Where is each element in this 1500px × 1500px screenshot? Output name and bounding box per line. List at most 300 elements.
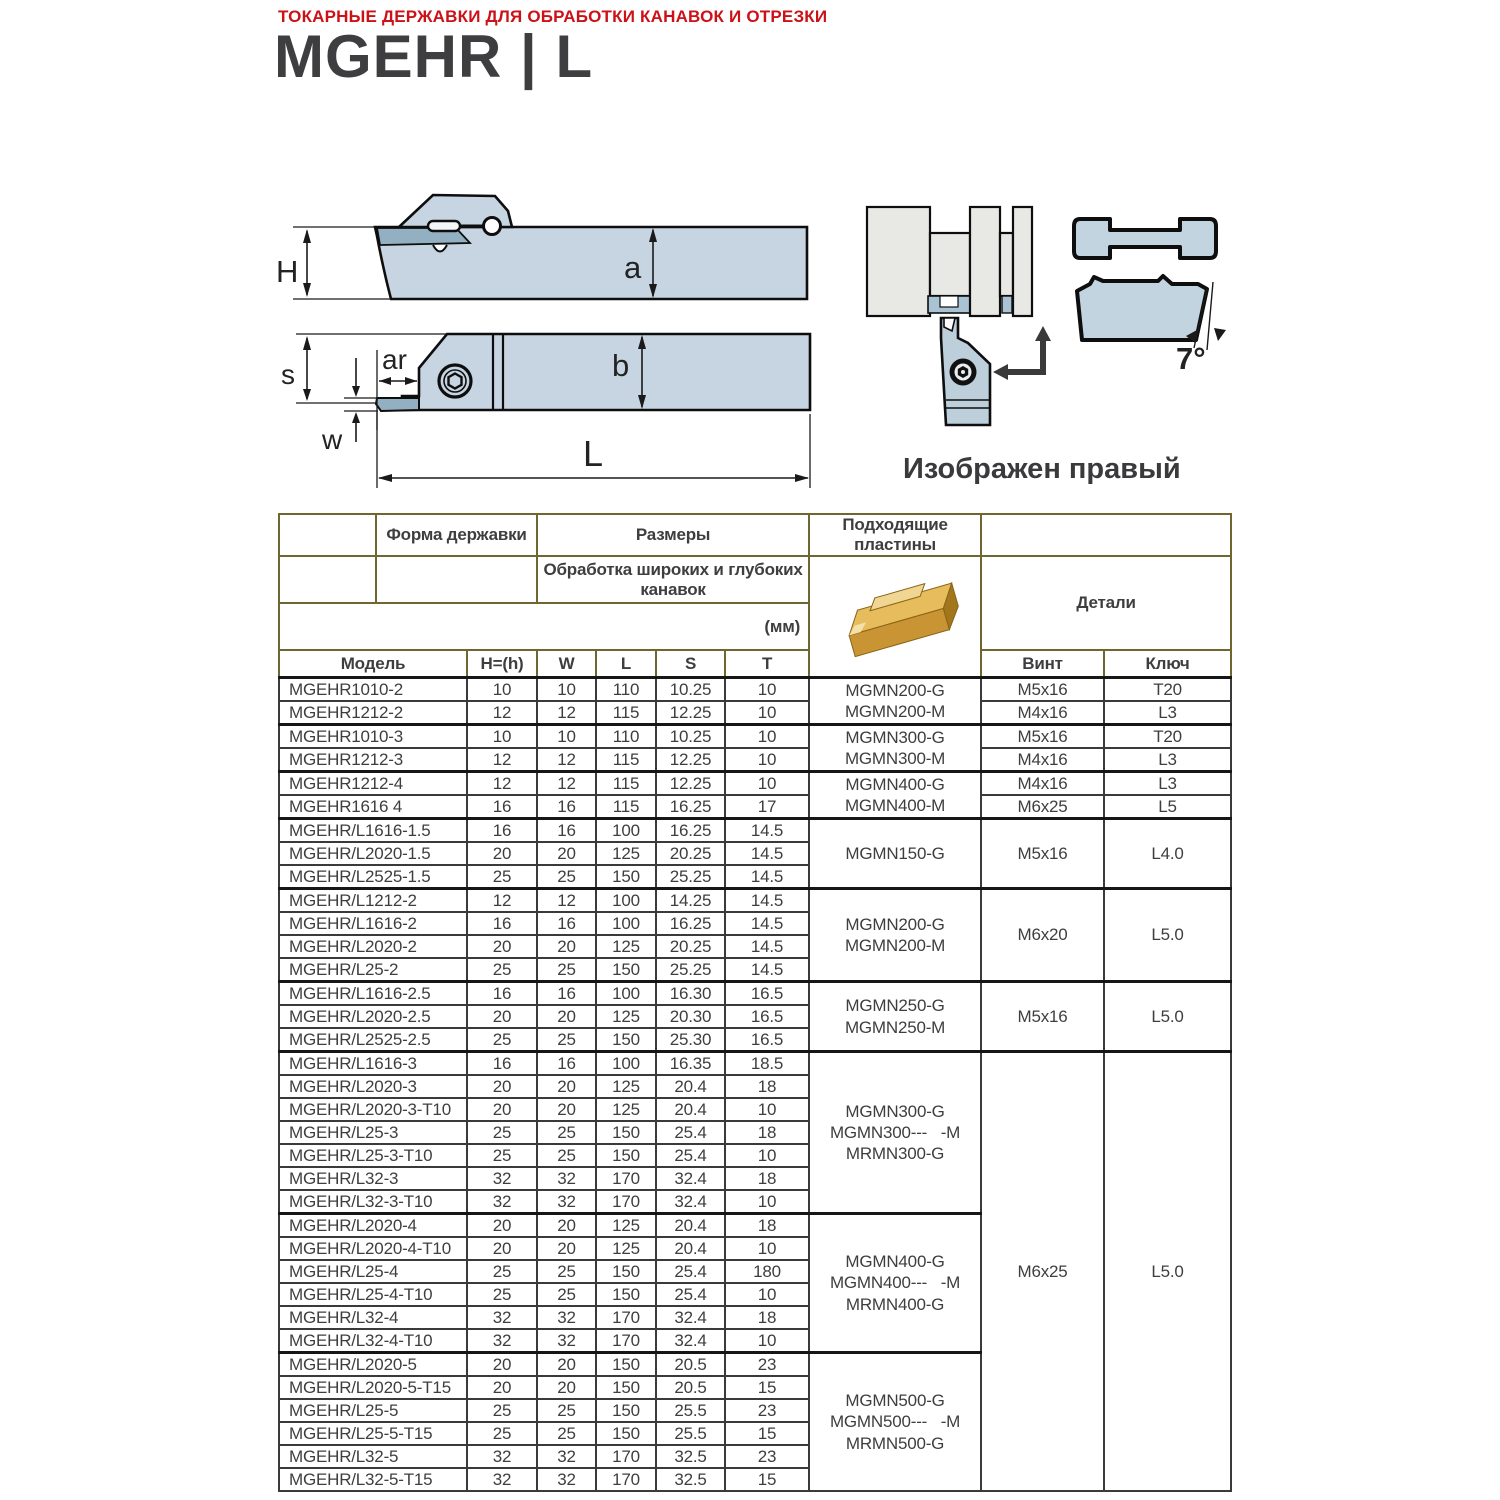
header-shape: Форма державки bbox=[376, 514, 537, 556]
model-cell: MGEHR/L25-5-T15 bbox=[279, 1422, 467, 1445]
t-cell: 10 bbox=[725, 725, 809, 749]
table-row bbox=[279, 701, 1231, 725]
t-cell: 10 bbox=[725, 1098, 809, 1121]
model-cell: MGEHR/L32-5-T15 bbox=[279, 1468, 467, 1491]
l-cell: 170 bbox=[596, 1306, 656, 1329]
model-cell: MGEHR/L1616-1.5 bbox=[279, 819, 467, 843]
header-s: S bbox=[656, 650, 725, 678]
header-details: Детали bbox=[981, 556, 1231, 650]
s-cell: 20.25 bbox=[656, 935, 725, 958]
header-kluch: Ключ bbox=[1104, 650, 1231, 678]
header-sizes-sub: Обработка широких и глубоких канавок bbox=[537, 556, 809, 603]
h-cell: 12 bbox=[467, 772, 537, 796]
t-cell: 14.5 bbox=[725, 865, 809, 889]
header-vint: Винт bbox=[981, 650, 1104, 678]
h-cell: 16 bbox=[467, 795, 537, 819]
label-ar: ar bbox=[382, 344, 407, 375]
h-cell: 32 bbox=[467, 1167, 537, 1190]
grooving-tool bbox=[941, 318, 990, 425]
vint-cell: M4x16 bbox=[981, 772, 1104, 796]
s-cell: 16.30 bbox=[656, 982, 725, 1006]
table-row bbox=[279, 982, 1231, 1006]
t-cell: 23 bbox=[725, 1445, 809, 1468]
s-cell: 10.25 bbox=[656, 678, 725, 702]
h-cell: 16 bbox=[467, 912, 537, 935]
w-cell: 16 bbox=[537, 982, 596, 1006]
vint-cell: M6x20 bbox=[981, 889, 1104, 982]
w-cell: 32 bbox=[537, 1190, 596, 1214]
insert-tip bbox=[376, 398, 419, 411]
model-cell: MGEHR/L2020-3 bbox=[279, 1075, 467, 1098]
model-cell: MGEHR1212-2 bbox=[279, 701, 467, 725]
table-row bbox=[279, 795, 1231, 819]
kluch-cell: L3 bbox=[1104, 772, 1231, 796]
model-cell: MGEHR/L2020-2 bbox=[279, 935, 467, 958]
label-s: s bbox=[281, 359, 295, 390]
l-cell: 125 bbox=[596, 842, 656, 865]
insert-side-view bbox=[1077, 276, 1226, 376]
w-cell: 10 bbox=[537, 725, 596, 749]
insert-name: MGMN200-M bbox=[844, 936, 946, 955]
l-cell: 125 bbox=[596, 1214, 656, 1238]
s-cell: 32.4 bbox=[656, 1306, 725, 1329]
w-cell: 10 bbox=[537, 678, 596, 702]
s-cell: 32.5 bbox=[656, 1468, 725, 1491]
s-cell: 25.4 bbox=[656, 1260, 725, 1283]
l-cell: 150 bbox=[596, 1121, 656, 1144]
l-cell: 125 bbox=[596, 1098, 656, 1121]
h-cell: 16 bbox=[467, 982, 537, 1006]
w-cell: 32 bbox=[537, 1445, 596, 1468]
s-cell: 32.4 bbox=[656, 1329, 725, 1353]
technical-drawings bbox=[0, 160, 1260, 505]
h-cell: 20 bbox=[467, 935, 537, 958]
w-cell: 20 bbox=[537, 1214, 596, 1238]
h-cell: 25 bbox=[467, 1028, 537, 1052]
caption-right: Изображен правый bbox=[903, 453, 1181, 485]
h-cell: 20 bbox=[467, 1237, 537, 1260]
insert-name: MRMN300-G bbox=[845, 1144, 945, 1164]
w-cell: 12 bbox=[537, 772, 596, 796]
insert-name: MGMN400--- -M bbox=[829, 1273, 961, 1293]
w-cell: 32 bbox=[537, 1306, 596, 1329]
l-cell: 100 bbox=[596, 982, 656, 1006]
t-cell: 18 bbox=[725, 1306, 809, 1329]
model-cell: MGEHR/L32-4-T10 bbox=[279, 1329, 467, 1353]
page-title: MGEHR | L bbox=[274, 23, 594, 90]
workpiece bbox=[867, 207, 1032, 316]
model-cell: MGEHR/L25-5 bbox=[279, 1399, 467, 1422]
insert-name: MGMN300-G bbox=[845, 1101, 945, 1121]
vint-cell-shared: M6x25 bbox=[981, 1052, 1104, 1492]
l-cell: 150 bbox=[596, 1283, 656, 1306]
t-cell: 15 bbox=[725, 1422, 809, 1445]
t-cell: 14.5 bbox=[725, 935, 809, 958]
spec-table-body bbox=[279, 678, 1231, 1492]
model-cell: MGEHR1212-4 bbox=[279, 772, 467, 796]
w-cell: 20 bbox=[537, 1353, 596, 1377]
l-cell: 150 bbox=[596, 865, 656, 889]
t-cell: 180 bbox=[725, 1260, 809, 1283]
table-row bbox=[279, 748, 1231, 772]
insert-group-cell bbox=[809, 725, 981, 772]
t-cell: 10 bbox=[725, 1144, 809, 1167]
h-cell: 10 bbox=[467, 725, 537, 749]
l-cell: 110 bbox=[596, 678, 656, 702]
s-cell: 25.25 bbox=[656, 958, 725, 982]
w-cell: 12 bbox=[537, 748, 596, 772]
model-cell: MGEHR/L2020-5 bbox=[279, 1353, 467, 1377]
header-model: Модель bbox=[279, 650, 467, 678]
model-cell: MGEHR/L2020-1.5 bbox=[279, 842, 467, 865]
kluch-cell: L4.0 bbox=[1104, 819, 1231, 889]
h-cell: 25 bbox=[467, 1399, 537, 1422]
w-cell: 25 bbox=[537, 1399, 596, 1422]
s-cell: 20.4 bbox=[656, 1237, 725, 1260]
insert-photo-cell bbox=[809, 556, 981, 678]
w-cell: 20 bbox=[537, 1098, 596, 1121]
h-cell: 12 bbox=[467, 889, 537, 913]
w-cell: 25 bbox=[537, 1283, 596, 1306]
model-cell: MGEHR/L2020-5-T15 bbox=[279, 1376, 467, 1399]
model-cell: MGEHR/L25-2 bbox=[279, 958, 467, 982]
w-cell: 20 bbox=[537, 1005, 596, 1028]
table-row bbox=[279, 889, 1231, 913]
model-cell: MGEHR/L2020-4 bbox=[279, 1214, 467, 1238]
t-cell: 15 bbox=[725, 1468, 809, 1491]
dimension-w bbox=[321, 358, 378, 455]
t-cell: 14.5 bbox=[725, 889, 809, 913]
kluch-cell-shared: L5.0 bbox=[1104, 1052, 1231, 1492]
s-cell: 12.25 bbox=[656, 748, 725, 772]
pivot-hole bbox=[484, 218, 501, 235]
l-cell: 170 bbox=[596, 1190, 656, 1214]
w-cell: 12 bbox=[537, 701, 596, 725]
h-cell: 32 bbox=[467, 1329, 537, 1353]
t-cell: 18.5 bbox=[725, 1052, 809, 1076]
w-cell: 25 bbox=[537, 865, 596, 889]
insert-name: MGMN500--- -M bbox=[829, 1412, 961, 1432]
t-cell: 16.5 bbox=[725, 982, 809, 1006]
kluch-cell: T20 bbox=[1104, 725, 1231, 749]
h-cell: 20 bbox=[467, 1214, 537, 1238]
w-cell: 20 bbox=[537, 1376, 596, 1399]
s-cell: 25.25 bbox=[656, 865, 725, 889]
model-cell: MGEHR1212-3 bbox=[279, 748, 467, 772]
l-cell: 170 bbox=[596, 1167, 656, 1190]
t-cell: 10 bbox=[725, 1190, 809, 1214]
t-cell: 10 bbox=[725, 1237, 809, 1260]
h-cell: 25 bbox=[467, 865, 537, 889]
t-cell: 16.5 bbox=[725, 1028, 809, 1052]
h-cell: 32 bbox=[467, 1468, 537, 1491]
h-cell: 12 bbox=[467, 748, 537, 772]
insert-group-cell bbox=[809, 772, 981, 819]
s-cell: 32.4 bbox=[656, 1167, 725, 1190]
t-cell: 15 bbox=[725, 1376, 809, 1399]
label-b: b bbox=[612, 348, 630, 383]
w-cell: 16 bbox=[537, 1052, 596, 1076]
vint-cell: M4x16 bbox=[981, 748, 1104, 772]
insert-name: MGMN150-G bbox=[845, 843, 945, 863]
header-h: H=(h) bbox=[467, 650, 537, 678]
s-cell: 20.4 bbox=[656, 1075, 725, 1098]
s-cell: 20.4 bbox=[656, 1214, 725, 1238]
insert-name: MGMN250-G bbox=[845, 996, 945, 1016]
dimension-ar bbox=[377, 344, 417, 430]
model-cell: MGEHR/L25-4 bbox=[279, 1260, 467, 1283]
insert-group-cell bbox=[809, 1214, 981, 1353]
l-cell: 100 bbox=[596, 1052, 656, 1076]
model-cell: MGEHR/L1616-2 bbox=[279, 912, 467, 935]
l-cell: 110 bbox=[596, 725, 656, 749]
model-cell: MGEHR/L2020-3-T10 bbox=[279, 1098, 467, 1121]
l-cell: 100 bbox=[596, 912, 656, 935]
t-cell: 18 bbox=[725, 1075, 809, 1098]
s-cell: 10.25 bbox=[656, 725, 725, 749]
h-cell: 20 bbox=[467, 1005, 537, 1028]
kluch-cell: L5 bbox=[1104, 795, 1231, 819]
holder-body-plan bbox=[402, 334, 810, 410]
kluch-cell: L5.0 bbox=[1104, 889, 1231, 982]
t-cell: 10 bbox=[725, 1329, 809, 1353]
l-cell: 150 bbox=[596, 958, 656, 982]
w-cell: 16 bbox=[537, 819, 596, 843]
s-cell: 20.5 bbox=[656, 1353, 725, 1377]
header-l: L bbox=[596, 650, 656, 678]
t-cell: 16.5 bbox=[725, 1005, 809, 1028]
insert-name: MGMN500-G bbox=[845, 1391, 945, 1411]
w-cell: 16 bbox=[537, 795, 596, 819]
model-cell: MGEHR/L2020-4-T10 bbox=[279, 1237, 467, 1260]
table-row bbox=[279, 678, 1231, 702]
s-cell: 20.30 bbox=[656, 1005, 725, 1028]
t-cell: 18 bbox=[725, 1121, 809, 1144]
t-cell: 14.5 bbox=[725, 819, 809, 843]
holder-plan-view bbox=[281, 334, 810, 488]
s-cell: 25.5 bbox=[656, 1422, 725, 1445]
header-inserts: Подходящие пластины bbox=[809, 514, 981, 556]
s-cell: 25.5 bbox=[656, 1399, 725, 1422]
model-cell: MGEHR/L32-3 bbox=[279, 1167, 467, 1190]
h-cell: 20 bbox=[467, 1353, 537, 1377]
insert-name: MGMN250-M bbox=[844, 1017, 946, 1037]
w-cell: 32 bbox=[537, 1329, 596, 1353]
h-cell: 25 bbox=[467, 1283, 537, 1306]
t-cell: 23 bbox=[725, 1399, 809, 1422]
t-cell: 10 bbox=[725, 1283, 809, 1306]
clamp-slot bbox=[428, 221, 460, 231]
w-cell: 12 bbox=[537, 889, 596, 913]
h-cell: 25 bbox=[467, 1422, 537, 1445]
w-cell: 20 bbox=[537, 842, 596, 865]
insert-name: MGMN400-M bbox=[844, 796, 946, 815]
w-cell: 20 bbox=[537, 1075, 596, 1098]
vint-cell: M5x16 bbox=[981, 819, 1104, 889]
model-cell: MGEHR/L2020-2.5 bbox=[279, 1005, 467, 1028]
kluch-cell: L3 bbox=[1104, 701, 1231, 725]
insert-group-cell bbox=[809, 889, 981, 982]
l-cell: 170 bbox=[596, 1468, 656, 1491]
t-cell: 18 bbox=[725, 1167, 809, 1190]
t-cell: 23 bbox=[725, 1353, 809, 1377]
model-cell: MGEHR/L25-3 bbox=[279, 1121, 467, 1144]
label-H: H bbox=[276, 254, 299, 289]
h-cell: 25 bbox=[467, 1144, 537, 1167]
model-cell: MGEHR1010-3 bbox=[279, 725, 467, 749]
insert-name: MGMN300-G bbox=[845, 727, 945, 747]
s-cell: 32.4 bbox=[656, 1190, 725, 1214]
w-cell: 32 bbox=[537, 1167, 596, 1190]
t-cell: 14.5 bbox=[725, 842, 809, 865]
model-cell: MGEHR/L1616-2.5 bbox=[279, 982, 467, 1006]
h-cell: 20 bbox=[467, 1098, 537, 1121]
l-cell: 115 bbox=[596, 772, 656, 796]
l-cell: 125 bbox=[596, 1075, 656, 1098]
l-cell: 100 bbox=[596, 819, 656, 843]
model-cell: MGEHR/L32-4 bbox=[279, 1306, 467, 1329]
s-cell: 25.4 bbox=[656, 1283, 725, 1306]
l-cell: 150 bbox=[596, 1144, 656, 1167]
kluch-cell: L3 bbox=[1104, 748, 1231, 772]
t-cell: 17 bbox=[725, 795, 809, 819]
model-cell: MGEHR/L2525-1.5 bbox=[279, 865, 467, 889]
l-cell: 125 bbox=[596, 1237, 656, 1260]
l-cell: 125 bbox=[596, 935, 656, 958]
label-L: L bbox=[583, 433, 604, 474]
insert-name: MGMN200-M bbox=[844, 702, 946, 721]
insert-name: MRMN500-G bbox=[845, 1433, 945, 1453]
insert-group-cell bbox=[809, 678, 981, 725]
insert-front-view bbox=[1074, 219, 1216, 258]
vint-cell: M5x16 bbox=[981, 678, 1104, 702]
l-cell: 100 bbox=[596, 889, 656, 913]
h-cell: 25 bbox=[467, 958, 537, 982]
l-cell: 150 bbox=[596, 1376, 656, 1399]
h-cell: 16 bbox=[467, 1052, 537, 1076]
w-cell: 25 bbox=[537, 1144, 596, 1167]
t-cell: 10 bbox=[725, 701, 809, 725]
page-kicker: ТОКАРНЫЕ ДЕРЖАВКИ ДЛЯ ОБРАБОТКИ КАНАВОК И ОТРЕЗКИ bbox=[278, 7, 828, 26]
t-cell: 10 bbox=[725, 678, 809, 702]
insert-name: MGMN200-G bbox=[845, 914, 945, 934]
groove-insert-section2 bbox=[1002, 296, 1012, 313]
insert-name: MRMN400-G bbox=[845, 1294, 945, 1314]
s-cell: 20.5 bbox=[656, 1376, 725, 1399]
header-empty1 bbox=[279, 556, 376, 603]
l-cell: 150 bbox=[596, 1353, 656, 1377]
h-cell: 32 bbox=[467, 1306, 537, 1329]
vint-cell: M4x16 bbox=[981, 701, 1104, 725]
header-units: (мм) bbox=[279, 603, 809, 650]
s-cell: 20.4 bbox=[656, 1098, 725, 1121]
label-w: w bbox=[322, 424, 343, 455]
s-cell: 25.30 bbox=[656, 1028, 725, 1052]
model-cell: MGEHR1616 4 bbox=[279, 795, 467, 819]
s-cell: 14.25 bbox=[656, 889, 725, 913]
t-cell: 14.5 bbox=[725, 912, 809, 935]
model-cell: MGEHR/L1212-2 bbox=[279, 889, 467, 913]
l-cell: 115 bbox=[596, 748, 656, 772]
w-cell: 25 bbox=[537, 1121, 596, 1144]
feed-direction-arrow bbox=[993, 326, 1051, 380]
header-w: W bbox=[537, 650, 596, 678]
h-cell: 10 bbox=[467, 678, 537, 702]
header-empty2 bbox=[376, 556, 537, 603]
header-row-groups bbox=[279, 514, 1231, 556]
header-t: T bbox=[725, 650, 809, 678]
w-cell: 16 bbox=[537, 912, 596, 935]
h-cell: 20 bbox=[467, 842, 537, 865]
vint-cell: M6x25 bbox=[981, 795, 1104, 819]
l-cell: 150 bbox=[596, 1028, 656, 1052]
s-cell: 12.25 bbox=[656, 701, 725, 725]
s-cell: 20.25 bbox=[656, 842, 725, 865]
model-cell: MGEHR/L25-4-T10 bbox=[279, 1283, 467, 1306]
h-cell: 25 bbox=[467, 1260, 537, 1283]
l-cell: 150 bbox=[596, 1399, 656, 1422]
vint-cell: M5x16 bbox=[981, 725, 1104, 749]
h-cell: 12 bbox=[467, 701, 537, 725]
insert-group-cell bbox=[809, 819, 981, 889]
application-illustration bbox=[867, 207, 1226, 485]
label-a: a bbox=[624, 250, 642, 285]
h-cell: 20 bbox=[467, 1075, 537, 1098]
s-cell: 12.25 bbox=[656, 772, 725, 796]
table-row bbox=[279, 772, 1231, 796]
model-cell: MGEHR/L25-3-T10 bbox=[279, 1144, 467, 1167]
header-row-sub bbox=[279, 556, 1231, 603]
holder-side-view bbox=[276, 195, 807, 299]
h-cell: 32 bbox=[467, 1445, 537, 1468]
dimension-H bbox=[276, 227, 391, 299]
vint-cell: M5x16 bbox=[981, 982, 1104, 1052]
w-cell: 25 bbox=[537, 1028, 596, 1052]
w-cell: 32 bbox=[537, 1468, 596, 1491]
l-cell: 150 bbox=[596, 1260, 656, 1283]
insert-group-cell bbox=[809, 982, 981, 1052]
l-cell: 125 bbox=[596, 1005, 656, 1028]
header-row-columns bbox=[279, 650, 1231, 678]
w-cell: 25 bbox=[537, 1422, 596, 1445]
kluch-cell: T20 bbox=[1104, 678, 1231, 702]
dimension-L bbox=[377, 412, 810, 488]
s-cell: 32.5 bbox=[656, 1445, 725, 1468]
kluch-cell: L5.0 bbox=[1104, 982, 1231, 1052]
insert-name: MGMN300--- -M bbox=[829, 1122, 961, 1142]
t-cell: 18 bbox=[725, 1214, 809, 1238]
insert-group-cell bbox=[809, 1052, 981, 1214]
s-cell: 16.25 bbox=[656, 912, 725, 935]
label-angle: 7° bbox=[1176, 341, 1206, 376]
model-cell: MGEHR/L2525-2.5 bbox=[279, 1028, 467, 1052]
model-cell: MGEHR/L1616-3 bbox=[279, 1052, 467, 1076]
header-details-empty bbox=[981, 514, 1231, 556]
insert-photo bbox=[820, 560, 970, 668]
insert-name: MGMN400-G bbox=[845, 774, 945, 794]
s-cell: 25.4 bbox=[656, 1121, 725, 1144]
l-cell: 170 bbox=[596, 1329, 656, 1353]
spec-table bbox=[278, 513, 1232, 1492]
table-row bbox=[279, 819, 1231, 843]
s-cell: 16.35 bbox=[656, 1052, 725, 1076]
l-cell: 150 bbox=[596, 1422, 656, 1445]
insert-name: MGMN200-G bbox=[845, 680, 945, 700]
l-cell: 170 bbox=[596, 1445, 656, 1468]
w-cell: 25 bbox=[537, 958, 596, 982]
t-cell: 10 bbox=[725, 748, 809, 772]
insert-name: MGMN300-M bbox=[844, 749, 946, 768]
